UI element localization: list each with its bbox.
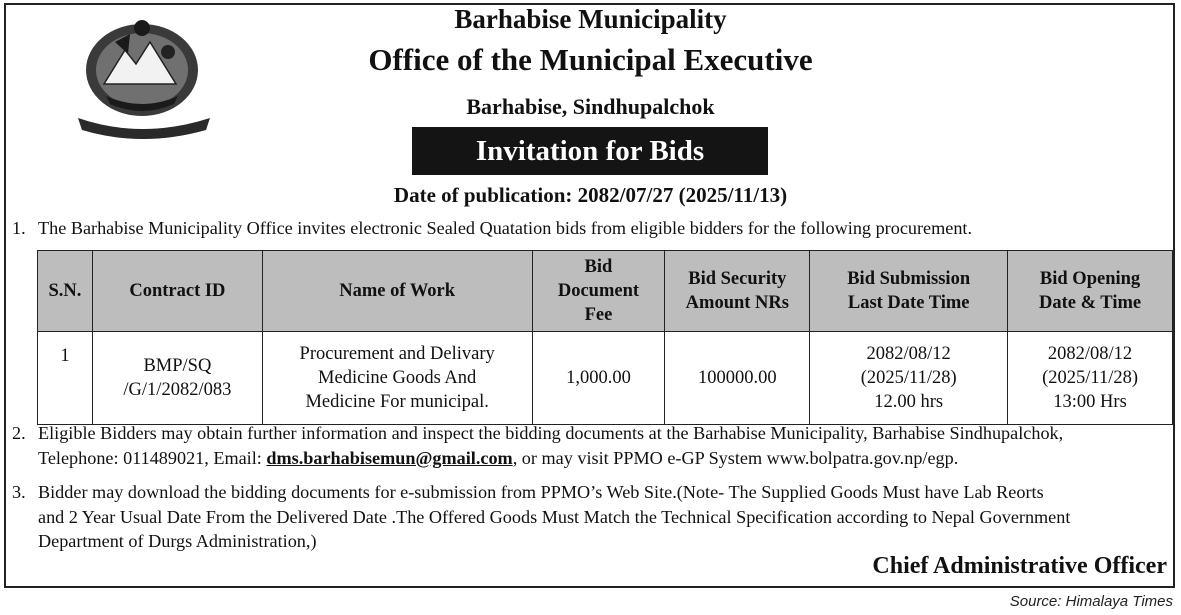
contact-text: Telephone: 011489021, Email: — [38, 447, 267, 468]
point-line: and 2 Year Usual Date From the Delivered Date .The Offered Goods Must Match the Technical Specification according to Nepal Government — [38, 506, 1071, 527]
cell-line: (2025/11/28) — [1042, 368, 1138, 388]
header-contract-id: Contract ID — [92, 251, 262, 332]
table-row — [38, 332, 1173, 425]
point-line: Bidder may download the bidding documents for e-submission from PPMO’s Web Site.(Note- The Supplied Goods Must have Lab Reorts — [38, 482, 1044, 502]
cell-bid-submission — [810, 332, 1008, 425]
cell-line: (2025/11/28) — [860, 368, 957, 388]
notice-title: Invitation for Bids — [475, 134, 705, 167]
point-number: 1. — [12, 218, 26, 238]
point-text: The Barhabise Municipality Office invites electronic Sealed Quatation bids from eligible bidders for the following procurement. — [38, 218, 973, 238]
point-line: Department of Durgs Administration,) — [38, 531, 317, 551]
cell-bid-security: 100000.00 — [665, 332, 810, 425]
header-line: Fee — [584, 305, 613, 325]
office-name: Office of the Municipal Executive — [368, 42, 813, 77]
cell-line: BMP/SQ — [143, 356, 212, 376]
point-number: 3. — [12, 482, 26, 502]
location: Barhabise, Sindhupalchok — [466, 94, 715, 119]
point-text — [38, 480, 1070, 554]
header-line: Last Date Time — [847, 293, 970, 313]
header-line: Bid — [584, 257, 613, 277]
cell-sn: 1 — [38, 332, 93, 425]
publication-date: Date of publication: 2082/07/27 (2025/11/13) — [393, 183, 788, 207]
cell-contract-id — [92, 332, 262, 425]
header-line: Bid Opening — [1039, 269, 1141, 289]
notice-title-banner — [412, 127, 768, 175]
signature-title: Chief Administrative Officer — [872, 553, 1167, 579]
header-bid-submission — [810, 251, 1008, 332]
cell-line: 13:00 Hrs — [1053, 392, 1127, 412]
header-line: Bid Security — [688, 269, 787, 289]
egp-text: , or may visit PPMO e-GP System www.bolpatra.gov.np/egp. — [512, 447, 959, 468]
cell-line: Medicine Goods And — [318, 368, 477, 388]
cell-line: 2082/08/12 — [866, 344, 951, 364]
table-header-row — [38, 251, 1173, 332]
cell-line: Procurement and Delivary — [299, 344, 495, 364]
organization-name: Barhabise Municipality — [454, 4, 727, 34]
cell-line: Medicine For municipal. — [305, 392, 489, 412]
cell-bid-opening — [1008, 332, 1173, 425]
point-number: 2. — [12, 423, 26, 443]
header-sn: S.N. — [38, 251, 93, 332]
header-line: Amount NRs — [685, 293, 789, 313]
bids-table — [37, 250, 1173, 425]
header-line: Bid Submission — [847, 269, 971, 289]
email-link[interactable]: dms.barhabisemun@gmail.com — [266, 447, 513, 468]
point-line — [38, 446, 1063, 471]
header-bid-security — [665, 251, 810, 332]
point-line: Eligible Bidders may obtain further information and inspect the bidding documents at the Barhabise Municipality, Barhabise Sindhupalchok, — [38, 423, 1064, 443]
cell-line: /G/1/2082/083 — [123, 380, 232, 400]
header-line: Document — [557, 281, 640, 301]
cell-line: 12.00 hrs — [874, 392, 944, 412]
cell-bid-document-fee: 1,000.00 — [532, 332, 665, 425]
header-bid-opening — [1008, 251, 1173, 332]
header-line: Date & Time — [1039, 293, 1142, 313]
source-credit: Source: Himalaya Times — [1009, 593, 1173, 610]
header-bid-document-fee — [532, 251, 665, 332]
cell-line: 2082/08/12 — [1047, 344, 1133, 364]
header-name-of-work: Name of Work — [262, 251, 532, 332]
cell-name-of-work — [262, 332, 532, 425]
point-text — [38, 421, 1063, 470]
